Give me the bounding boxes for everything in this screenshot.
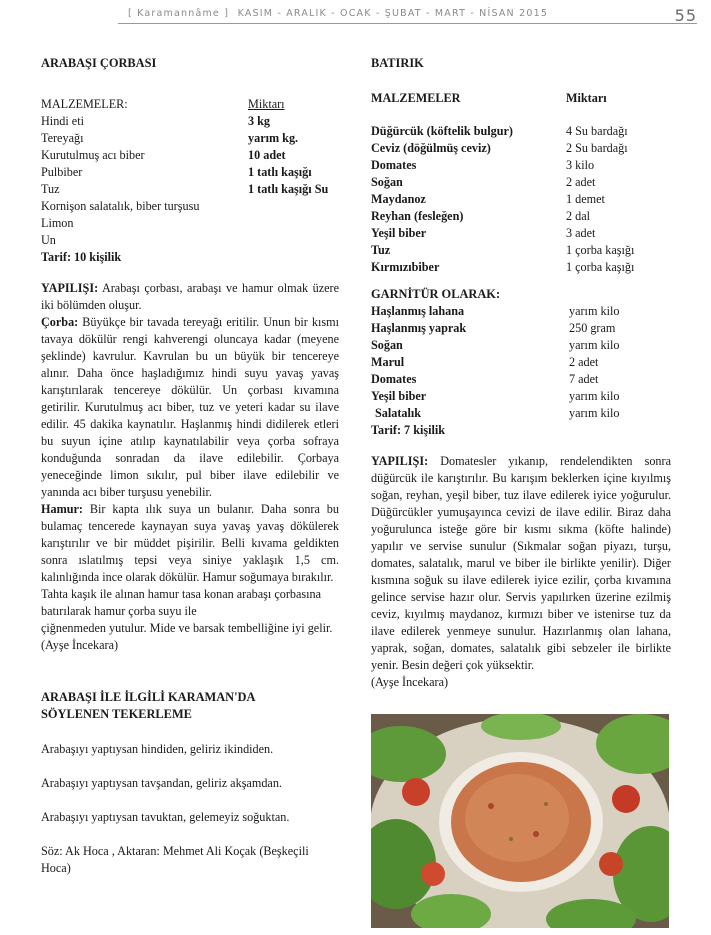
rhyme-line: Arabaşıyı yaptıysan tavuktan, gelemeyiz soğuktan. bbox=[41, 810, 290, 824]
garnish-row bbox=[371, 303, 671, 320]
ingredient-amount: 4 Su bardağı bbox=[566, 124, 628, 138]
garnish-amount: yarım kilo bbox=[569, 389, 620, 403]
ingredient-name: Kornişon salatalık, biber turşusu bbox=[41, 199, 200, 213]
garnish-row bbox=[371, 371, 671, 388]
ingredients-label: MALZEMELER: bbox=[41, 97, 128, 111]
dough-label: Hamur: bbox=[41, 502, 83, 516]
batirik-recipe bbox=[371, 55, 671, 691]
rhyme-line: Arabaşıyı yaptıysan tavşandan, geliriz akşamdan. bbox=[41, 776, 282, 790]
ingredient-name: Domates bbox=[371, 158, 417, 172]
garnish-row bbox=[371, 388, 671, 405]
magazine-name: [ Karamannâme ] bbox=[128, 8, 230, 19]
ingredient-row bbox=[41, 181, 339, 198]
prep-label: YAPILIŞI: bbox=[371, 454, 429, 468]
ingredient-row bbox=[41, 164, 339, 181]
amount-label: Miktarı bbox=[566, 91, 607, 105]
page-number: 55 bbox=[674, 6, 697, 25]
ingredient-amount: 1 tatlı kaşığı bbox=[248, 165, 312, 179]
ingredient-row bbox=[41, 215, 339, 232]
ingredient-amount: 3 adet bbox=[566, 226, 596, 240]
ingredient-amount: 2 dal bbox=[566, 209, 591, 223]
garnish-amount: yarım kilo bbox=[569, 406, 620, 420]
ingredient-row bbox=[371, 123, 671, 140]
ingredients-header bbox=[41, 96, 339, 113]
header-issue bbox=[128, 8, 548, 19]
page-header bbox=[0, 0, 711, 30]
prep-intro bbox=[41, 280, 339, 314]
garnish-amount: 250 gram bbox=[569, 321, 616, 335]
garnish-row bbox=[371, 405, 671, 422]
ingredient-name: Soğan bbox=[371, 175, 403, 189]
ingredient-row bbox=[41, 147, 339, 164]
ingredient-row bbox=[371, 174, 671, 191]
garnish-name: Yeşil biber bbox=[371, 389, 427, 403]
ingredients-header bbox=[371, 90, 671, 107]
garnish-label: GARNİTÜR OLARAK: bbox=[371, 287, 501, 301]
garnish-amount: 2 adet bbox=[569, 355, 599, 369]
soup-paragraph bbox=[41, 314, 339, 501]
ingredient-row bbox=[41, 130, 339, 147]
garnish-name: Haşlanmış yaprak bbox=[371, 321, 467, 335]
ingredient-name: Yeşil biber bbox=[371, 226, 427, 240]
servings: Tarif: 7 kişilik bbox=[371, 423, 446, 437]
garnish-amount: yarım kilo bbox=[569, 338, 620, 352]
recipe-title: ARABAŞI ÇORBASI bbox=[41, 56, 157, 70]
servings: Tarif: 10 kişilik bbox=[41, 250, 122, 264]
ingredient-amount: 2 adet bbox=[566, 175, 596, 189]
garnish-name: Soğan bbox=[371, 338, 403, 352]
ingredient-row bbox=[41, 232, 339, 249]
ingredient-name: Limon bbox=[41, 216, 74, 230]
ingredient-row bbox=[371, 191, 671, 208]
ingredient-amount: 2 Su bardağı bbox=[566, 141, 628, 155]
ingredient-amount: 3 kilo bbox=[566, 158, 595, 172]
ingredient-row bbox=[41, 198, 339, 215]
rhyme-line: Arabaşıyı yaptıysan hindiden, geliriz ikindiden. bbox=[41, 742, 274, 756]
prep-text: Arabaşı çorbası, arabaşı ve hamur olmak üzere iki bölümden oluşur. bbox=[41, 281, 339, 312]
ingredient-amount: 1 çorba kaşığı bbox=[566, 243, 635, 257]
ingredient-name: Düğürcük (köftelik bulgur) bbox=[371, 124, 513, 138]
ingredient-row bbox=[371, 259, 671, 276]
ingredient-amount: 1 demet bbox=[566, 192, 605, 206]
ingredient-name: Tuz bbox=[41, 182, 60, 196]
arabasi-recipe bbox=[41, 55, 339, 877]
ingredient-name: Kırmızıbiber bbox=[371, 260, 440, 274]
ingredient-row bbox=[371, 242, 671, 259]
credit: (Ayşe İncekara) bbox=[371, 675, 449, 689]
garnish-name: Marul bbox=[371, 355, 405, 369]
ingredient-name: Reyhan (fesleğen) bbox=[371, 209, 464, 223]
rhyme-title-2: SÖYLENEN TEKERLEME bbox=[41, 707, 192, 721]
amount-label: Miktarı bbox=[248, 97, 285, 111]
garnish-amount: yarım kilo bbox=[569, 304, 620, 318]
batirik-dish-photo bbox=[371, 714, 669, 928]
rhyme-title-1: ARABAŞI İLE İLGİLİ KARAMAN'DA bbox=[41, 690, 256, 704]
ingredient-name: Maydanoz bbox=[371, 192, 426, 206]
serve-text-1: Tahta kaşık ile alınan hamur tasa konan arabaşı çorbasına batırılarak hamur çorba suyu ile bbox=[41, 587, 322, 618]
dough-paragraph bbox=[41, 501, 339, 586]
ingredient-amount: 3 kg bbox=[248, 114, 271, 128]
garnish-name: Haşlanmış lahana bbox=[371, 304, 465, 318]
garnish-amount: 7 adet bbox=[569, 372, 599, 386]
recipe-title: BATIRIK bbox=[371, 56, 424, 70]
ingredient-row bbox=[41, 113, 339, 130]
ingredient-name: Tereyağı bbox=[41, 131, 84, 145]
soup-label: Çorba: bbox=[41, 315, 79, 329]
garnish-name: Salatalık bbox=[375, 406, 422, 420]
ingredient-name: Tuz bbox=[371, 243, 391, 257]
ingredient-name: Hindi eti bbox=[41, 114, 84, 128]
ingredients-label: MALZEMELER bbox=[371, 91, 461, 105]
ingredient-amount: yarım kg. bbox=[248, 131, 299, 145]
ingredient-amount: 1 tatlı kaşığı Su bbox=[248, 182, 329, 196]
ingredient-row bbox=[371, 140, 671, 157]
prep-label: YAPILIŞI: bbox=[41, 281, 99, 295]
ingredient-name: Un bbox=[41, 233, 56, 247]
ingredient-row bbox=[371, 208, 671, 225]
ingredient-name: Kurutulmuş acı biber bbox=[41, 148, 145, 162]
ingredient-name: Ceviz (döğülmüş ceviz) bbox=[371, 141, 491, 155]
credit: (Ayşe İncekara) bbox=[41, 638, 119, 652]
rhyme-source: Söz: Ak Hoca , Aktaran: Mehmet Ali Koçak (Beşkeçili Hoca) bbox=[41, 844, 309, 875]
issue-dates: KASIM - ARALIK - OCAK - ŞUBAT - MART - NİSAN 2015 bbox=[237, 8, 549, 19]
serve-text-2: çiğnenmeden yutulur. Mide ve barsak tembelliğine iyi gelir. bbox=[41, 621, 333, 635]
garnish-name: Domates bbox=[371, 372, 417, 386]
garnish-row bbox=[371, 337, 671, 354]
dough-text: Bir kapta ılık suya un bulanır. Daha sonra bu bulamaç tencerede kaynayan suya yavaş yavaş dökülerek karıştırılır ve bir müddet pişirilir. Belli kıvama geldikten sonra ıslatılmış tepsi veya siniye yaklaşık 1,5 cm. kalınlığında ince olarak dökülür. Hamur soğumaya bırakılır. bbox=[41, 502, 339, 584]
ingredient-amount: 1 çorba kaşığı bbox=[566, 260, 635, 274]
ingredient-name: Pulbiber bbox=[41, 165, 83, 179]
soup-text: Büyükçe bir tavada tereyağı eritilir. Unun bir kısmı tavaya dökülür rengi kahverengi oluncaya kadar (meyene şeklinde) kavrulur. Kavrulan bu un büyük bir tencereye alınır. Daha önce haşladığımız hindi suyu yavaş yavaş karıştırılarak tencereye dökülür. Un çorbası kıvamına getirilir. Kurutulmuş acı biber, tuz ve yeteri kadar su ilave edilir. 45 dakika kaynatılır. Haşlanmış hindi didilerek etleri bu suyun içine atılıp kaynatılabilir veya çorba sofraya konduğunda sonradan da ilave edilebilir. Çorbaya yeneceğinde limon sıkılır, pul biber ilave edilebilir ve yanında acı biber turşusu yenebilir. bbox=[41, 315, 339, 499]
ingredient-row bbox=[371, 157, 671, 174]
prep-text: Domatesler yıkanıp, rendelendikten sonra düğürcük ile karıştırılır. Bu karışım beklerken içine kıyılmış soğan, reyhan, yeşil biber, tuz ilave edilerek iyice yoğurulur. Düğürcükler yumuşayınca cevizi de ilave edilir. Biraz daha yoğurulunca isteğe göre bir kısmı sıkma (köfte halinde) yapılır ve servise sunulur (Sıkmalar soğan piyazı, turşu, domates, salatalık, marul ve biber ile birlikte yenilir). Diğer kısmına soğuk su ilave edilerek iyice ezilir, çorba kıvamına gelince servise hazır olur. Servis yapılırken üzerine ezilmiş ceviz, kıyılmış maydanoz, kırmızı biber ve istenirse tuz da ilave edilerek yenmeye sunulur. Hazırlanmış olan lahana, yaprak, soğan, domates, salatalık gibi sebzeler ile birlikte yenir. Besin değeri çok yüksektir. bbox=[371, 454, 671, 672]
garnish-row bbox=[371, 320, 671, 337]
ingredient-row bbox=[371, 225, 671, 242]
garnish-row bbox=[371, 354, 671, 371]
ingredient-amount: 10 adet bbox=[248, 148, 286, 162]
header-rule bbox=[118, 23, 697, 24]
prep-paragraph bbox=[371, 453, 671, 674]
